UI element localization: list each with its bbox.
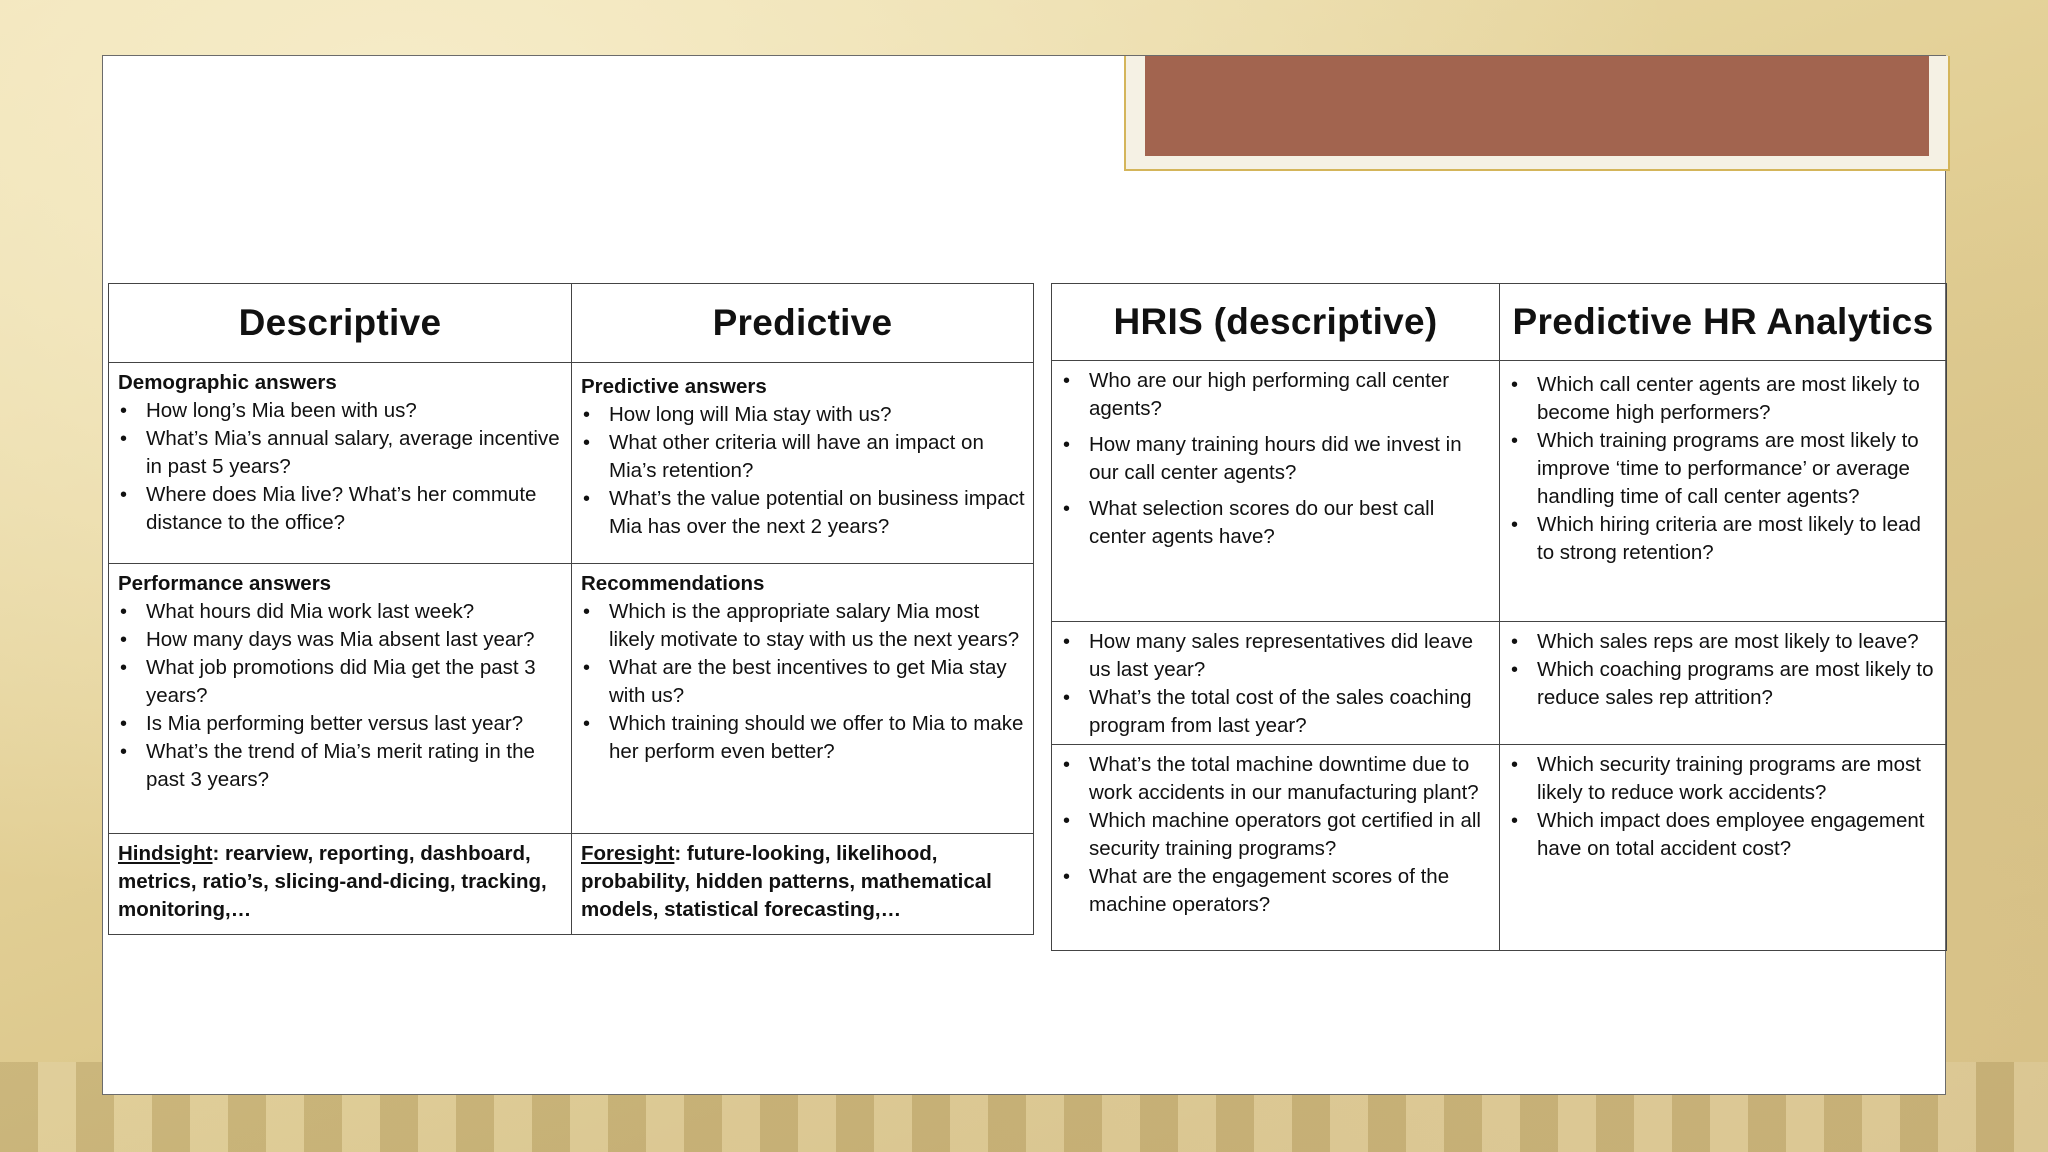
list-item: • What’s the total cost of the sales coaching program from last year? bbox=[1061, 684, 1491, 740]
bullet-list bbox=[118, 598, 563, 794]
bullet-list bbox=[1509, 751, 1938, 863]
foresight-text: : future-looking, likelihood, probability, hidden patterns, mathematical models, statistical forecasting,… bbox=[581, 842, 992, 921]
list-item: • Is Mia performing better versus last year? bbox=[118, 710, 563, 738]
header-predictive: Predictive bbox=[572, 284, 1034, 363]
bullet-list bbox=[1061, 628, 1491, 740]
bullet-list bbox=[1061, 751, 1491, 919]
list-item: • What other criteria will have an impact on Mia’s retention? bbox=[581, 429, 1025, 485]
hindsight-text: : rearview, reporting, dashboard, metrics, ratio’s, slicing-and-dicing, tracking, monitoring,… bbox=[118, 842, 547, 921]
header-descriptive: Descriptive bbox=[109, 284, 572, 363]
list-item: • How many days was Mia absent last year? bbox=[118, 626, 563, 654]
list-item: • Which training should we offer to Mia to make her perform even better? bbox=[581, 710, 1025, 766]
bullet-list bbox=[581, 598, 1025, 766]
section-title: Demographic answers bbox=[118, 371, 337, 394]
foresight-cell bbox=[572, 834, 1034, 935]
bullet-list bbox=[1509, 628, 1938, 712]
section-title: Recommendations bbox=[581, 572, 765, 595]
hris-manufacturing-cell bbox=[1052, 745, 1500, 951]
list-item: • Which call center agents are most likely to become high performers? bbox=[1509, 371, 1938, 427]
list-item: • Which coaching programs are most likely to reduce sales rep attrition? bbox=[1509, 656, 1938, 712]
list-item: • How long’s Mia been with us? bbox=[118, 397, 563, 425]
list-item: • What job promotions did Mia get the past 3 years? bbox=[118, 654, 563, 710]
section-title: Predictive answers bbox=[581, 375, 767, 398]
list-item: • Which security training programs are most likely to reduce work accidents? bbox=[1509, 751, 1938, 807]
predictive-manufacturing-cell bbox=[1500, 745, 1947, 951]
list-item: • Which sales reps are most likely to leave? bbox=[1509, 628, 1938, 656]
header-hris: HRIS (descriptive) bbox=[1052, 284, 1500, 361]
bullet-list bbox=[118, 397, 563, 537]
recommendations-cell bbox=[572, 564, 1034, 834]
list-item: • Which training programs are most likely to improve ‘time to performance’ or average handling time of call center agents? bbox=[1509, 427, 1938, 511]
hris-sales-cell bbox=[1052, 622, 1500, 745]
demographic-cell bbox=[109, 363, 572, 564]
list-item: • What’s the trend of Mia’s merit rating in the past 3 years? bbox=[118, 738, 563, 794]
list-item: • What’s the total machine downtime due to work accidents in our manufacturing plant? bbox=[1061, 751, 1491, 807]
hindsight-cell bbox=[109, 834, 572, 935]
list-item: • Where does Mia live? What’s her commute distance to the office? bbox=[118, 481, 563, 537]
list-item: • What are the best incentives to get Mia stay with us? bbox=[581, 654, 1025, 710]
list-item: • How many training hours did we invest in our call center agents? bbox=[1061, 431, 1491, 487]
predictive-sales-cell bbox=[1500, 622, 1947, 745]
predictive-answers-cell bbox=[572, 363, 1034, 564]
bullet-list bbox=[1061, 367, 1491, 551]
list-item: • Which machine operators got certified in all security training programs? bbox=[1061, 807, 1491, 863]
bullet-list bbox=[581, 401, 1025, 541]
predictive-callcenter-cell bbox=[1500, 361, 1947, 622]
bullet-list bbox=[1509, 371, 1938, 567]
list-item: • What are the engagement scores of the machine operators? bbox=[1061, 863, 1491, 919]
list-item: • Which hiring criteria are most likely to lead to strong retention? bbox=[1509, 511, 1938, 567]
list-item: • What’s the value potential on business impact Mia has over the next 2 years? bbox=[581, 485, 1025, 541]
header-predictive-hr: Predictive HR Analytics bbox=[1500, 284, 1947, 361]
list-item: • What hours did Mia work last week? bbox=[118, 598, 563, 626]
list-item: • How long will Mia stay with us? bbox=[581, 401, 1025, 429]
title-banner bbox=[1145, 56, 1929, 156]
descriptive-vs-predictive-table bbox=[108, 283, 1034, 935]
list-item: • Which impact does employee engagement have on total accident cost? bbox=[1509, 807, 1938, 863]
section-title: Performance answers bbox=[118, 572, 332, 595]
hris-vs-predictive-table bbox=[1051, 283, 1947, 951]
performance-cell bbox=[109, 564, 572, 834]
hris-callcenter-cell bbox=[1052, 361, 1500, 622]
foresight-label: Foresight bbox=[581, 842, 675, 865]
list-item: • How many sales representatives did leave us last year? bbox=[1061, 628, 1491, 684]
list-item: • Which is the appropriate salary Mia most likely motivate to stay with us the next years? bbox=[581, 598, 1025, 654]
list-item: • Who are our high performing call center agents? bbox=[1061, 367, 1491, 423]
title-placeholder bbox=[1124, 56, 1950, 171]
hindsight-label: Hindsight bbox=[118, 842, 213, 865]
list-item: • What’s Mia’s annual salary, average incentive in past 5 years? bbox=[118, 425, 563, 481]
list-item: • What selection scores do our best call center agents have? bbox=[1061, 495, 1491, 551]
